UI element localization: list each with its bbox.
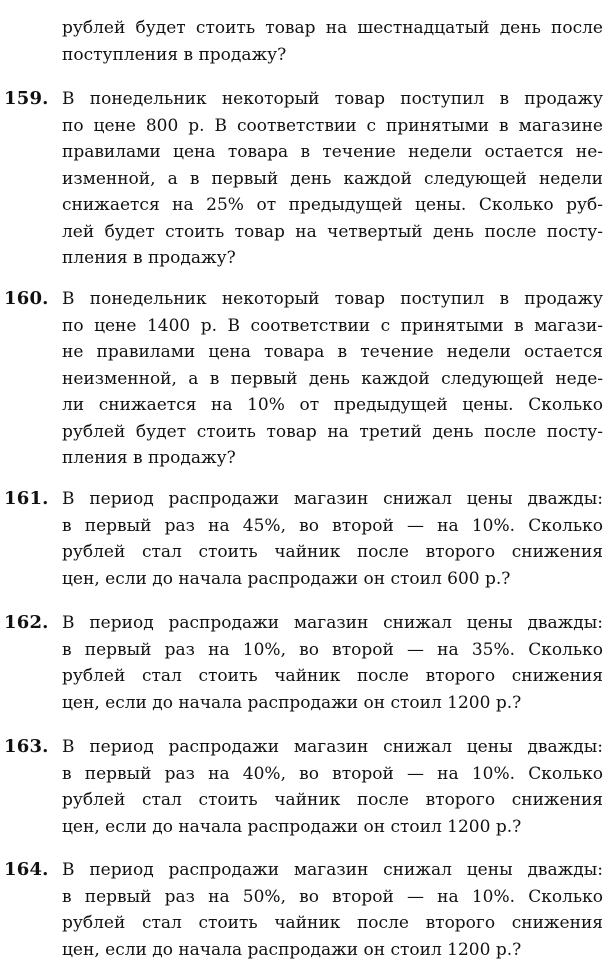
text-line: рублей будет стоить товар на третий день после посту- <box>62 421 603 442</box>
text-line: неизменной, а в первый день каждой следующей неде- <box>62 368 603 389</box>
text-line: снижается на 25% от предыдущей цены. Сколько руб- <box>62 195 603 215</box>
problem-number: 163. <box>4 736 49 757</box>
text-line: в первый раз на 50%, во второй — на 10%. Сколько <box>62 886 603 907</box>
text-line: в первый раз на 45%, во второй — на 10%. Сколько <box>62 515 603 536</box>
text-line: по цене 800 р. В соответствии с принятыми в магазине <box>62 115 603 136</box>
text-line: В понедельник некоторый товар поступил в продажу <box>62 89 603 109</box>
text-line: цен, если до начала распродажи он стоил 600 р.? <box>62 568 511 589</box>
text-line: поступления в продажу? <box>62 44 287 65</box>
text-line: лей будет стоить товар на четвертый день после посту- <box>62 221 603 242</box>
text-line: цен, если до начала распродажи он стоил 1200 р.? <box>62 939 522 960</box>
problem-number: 160. <box>4 288 49 309</box>
text-line: рублей стал стоить чайник после второго снижения <box>62 666 603 686</box>
text-line: В понедельник некоторый товар поступил в продажу <box>62 289 603 309</box>
text-line: рублей стал стоить чайник после второго снижения <box>62 542 603 562</box>
text-line: пления в продажу? <box>62 448 236 468</box>
text-line: пления в продажу? <box>62 248 236 268</box>
text-line: В период распродажи магазин снижал цены дважды: <box>62 860 603 880</box>
text-line: изменной, а в первый день каждой следующей недели <box>62 168 603 189</box>
problem-number: 161. <box>4 488 49 509</box>
problem-number: 164. <box>4 859 49 880</box>
text-line: ли снижается на 10% от предыдущей цены. Сколько <box>62 395 603 415</box>
text-line: правилами цена товара в течение недели остается не- <box>62 142 603 162</box>
text-line: рублей стал стоить чайник после второго снижения <box>62 790 603 810</box>
text-line: не правилами цена товара в течение недели остается <box>62 342 603 362</box>
problem-number: 162. <box>4 612 49 633</box>
text-line: в первый раз на 10%, во второй — на 35%. Сколько <box>62 639 603 660</box>
text-line: цен, если до начала распродажи он стоил 1200 р.? <box>62 692 522 713</box>
text-line: рублей будет стоить товар на шестнадцатый день после <box>62 18 603 38</box>
text-line: цен, если до начала распродажи он стоил 1200 р.? <box>62 816 522 837</box>
text-line: рублей стал стоить чайник после второго снижения <box>62 913 603 933</box>
text-line: по цене 1400 р. В соответствии с принятыми в магази- <box>62 315 603 336</box>
text-line: В период распродажи магазин снижал цены дважды: <box>62 489 603 509</box>
problem-number: 159. <box>4 88 49 109</box>
text-line: В период распродажи магазин снижал цены дважды: <box>62 737 603 757</box>
text-line: в первый раз на 40%, во второй — на 10%. Сколько <box>62 763 603 784</box>
text-line: В период распродажи магазин снижал цены дважды: <box>62 613 603 633</box>
